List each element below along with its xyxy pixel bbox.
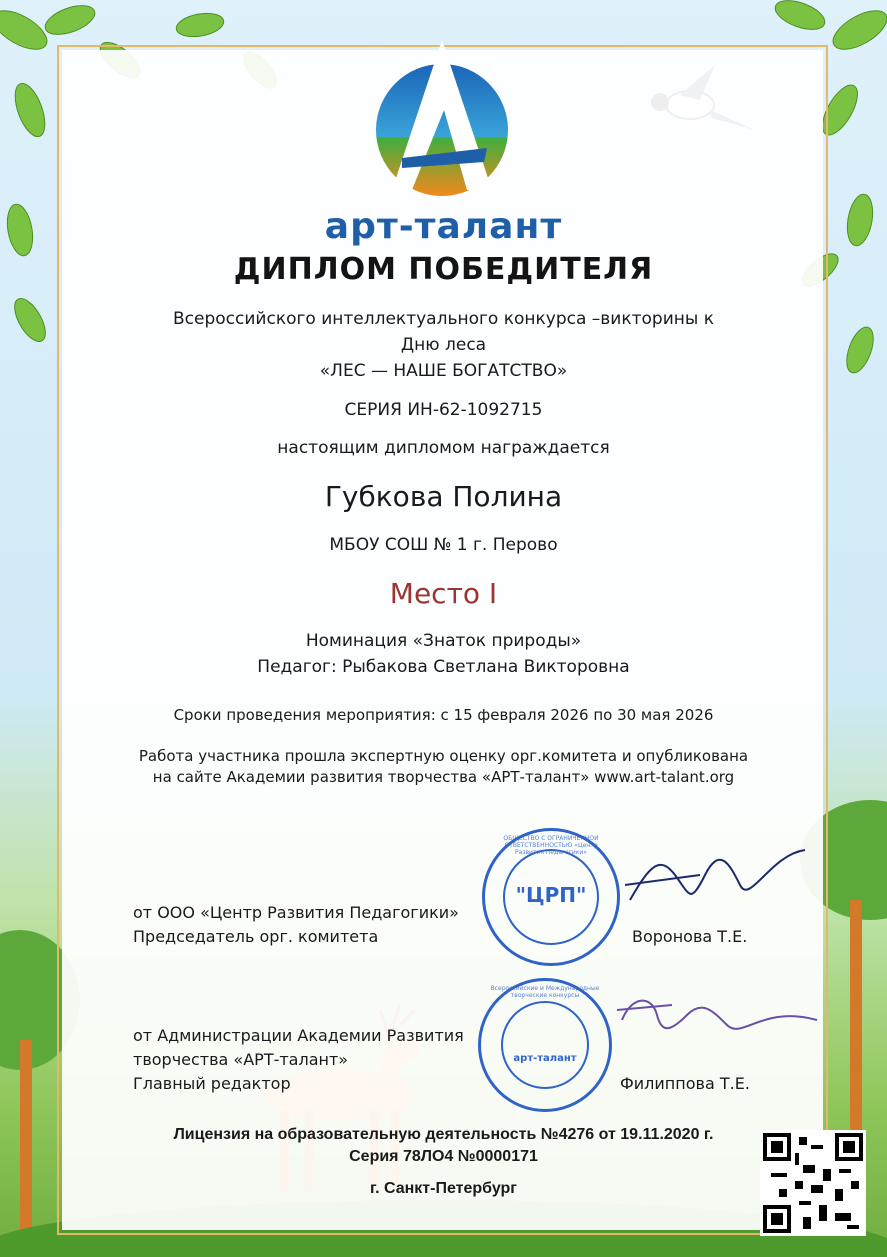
- art-talant-stamp: [478, 978, 612, 1112]
- signature-1-role: Председатель орг. комитета: [133, 927, 379, 946]
- review-line-1: Работа участника прошла экспертную оценку орг.комитета и опубликована: [138, 747, 749, 765]
- signature-2-image: [612, 990, 822, 1050]
- recipient-name: Губкова Полина: [324, 480, 563, 513]
- contest-line-3: «ЛЕС — НАШЕ БОГАТСТВО»: [319, 361, 568, 381]
- recipient-school: МБОУ СОШ № 1 г. Перово: [329, 535, 558, 555]
- teacher: Педагог: Рыбакова Светлана Викторовна: [257, 657, 630, 677]
- signature-2-org: от Администрации Академии Развития: [133, 1026, 464, 1045]
- crp-stamp: [482, 828, 620, 966]
- event-dates: Сроки проведения мероприятия: с 15 февраля 2026 по 30 мая 2026: [173, 706, 714, 724]
- review-line-2: на сайте Академии развития творчества «АРТ-талант» www.art-talant.org: [152, 768, 735, 786]
- license-city: г. Санкт-Петербург: [370, 1180, 517, 1197]
- art-stamp-ring: Всероссийские и Международные творческие конкурсы: [490, 985, 600, 999]
- awarded-text: настоящим дипломом награждается: [277, 438, 610, 458]
- logo-name: арт-талант: [324, 206, 563, 247]
- license-line-1: Лицензия на образовательную деятельность №4276 от 19.11.2020 г.: [173, 1126, 714, 1143]
- signature-2-person: Филиппова Т.Е.: [620, 1074, 750, 1093]
- signature-2-role: Главный редактор: [133, 1074, 291, 1093]
- signature-1-image: [620, 845, 810, 925]
- nomination: Номинация «Знаток природы»: [305, 631, 582, 651]
- art-stamp-center: арт-талант: [513, 1053, 577, 1064]
- crp-stamp-ring: ОБЩЕСТВО С ОГРАНИЧЕННОЙ ОТВЕТСТВЕННОСТЬЮ «Центр Развития Педагогики»: [503, 835, 599, 856]
- diploma-title: ДИПЛОМ ПОБЕДИТЕЛЯ: [233, 252, 654, 287]
- series-number: СЕРИЯ ИН-62-1092715: [344, 400, 543, 420]
- qr-code: [760, 1130, 866, 1236]
- contest-line-2: Дню леса: [400, 335, 487, 355]
- place-award: Место I: [389, 577, 498, 610]
- signature-1-person: Воронова Т.Е.: [632, 927, 748, 946]
- license-line-2: Серия 78ЛО4 №0000171: [349, 1148, 538, 1165]
- crp-stamp-center: "ЦРП": [515, 883, 587, 907]
- signature-1-org: от ООО «Центр Развития Педагогики»: [133, 903, 459, 922]
- signature-2-org2: творчества «АРТ-талант»: [133, 1050, 349, 1069]
- art-talant-logo-icon: [372, 40, 512, 200]
- contest-line-1: Всероссийского интеллектуального конкурса –викторины к: [173, 309, 714, 329]
